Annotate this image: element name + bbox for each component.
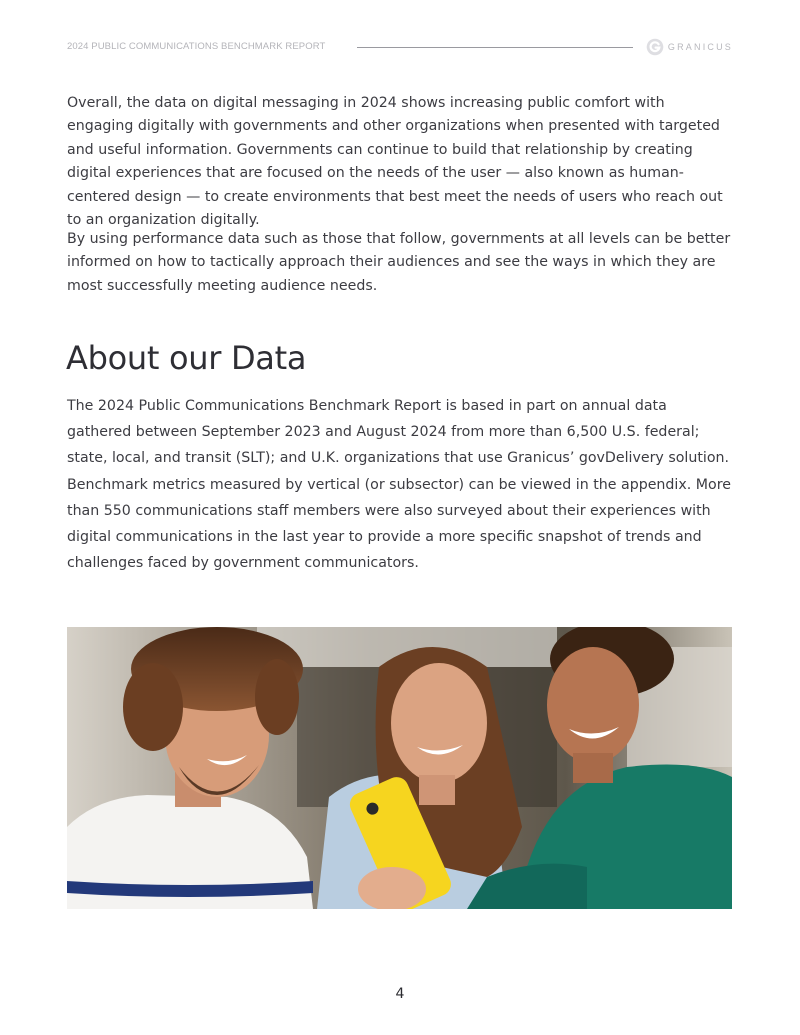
performance-paragraph: By using performance data such as those that follow, governments at all levels can be better informed on how to tactically approach their audiences and see the ways in which they are most successfully meeting audience needs. (67, 231, 731, 294)
report-title: 2024 PUBLIC COMMUNICATIONS BENCHMARK REPORT (67, 41, 326, 52)
section-heading: About our Data (66, 339, 307, 377)
page-number: 4 (395, 986, 405, 1002)
photo-illustration (67, 627, 732, 909)
about-data-paragraph: The 2024 Public Communications Benchmark Report is based in part on annual data gathered between September 2023 and August 2024 from more than 6,500 U.S. federal; state, local, and transit (SLT); and U.K. organizations that use Granicus’ govDelivery solution. Benchmark metrics measured by vertical (or subsector) can be viewed in the appendix. More than 550 communications staff members were also surveyed about their experiences with digital communications in the last year to provide a more specific snapshot of trends and challenges faced by government communicators. (67, 398, 731, 572)
granicus-g-logo-icon (646, 38, 664, 56)
header-divider (357, 47, 633, 48)
people-with-phone-photo (67, 627, 732, 909)
page-header (67, 38, 733, 56)
brand-name: GRANICUS (667, 42, 733, 52)
intro-paragraph: Overall, the data on digital messaging in 2024 shows increasing public comfort with engaging digitally with governments and other organizations when presented with targeted and useful information. Governments can continue to build that relationship by creating digital experiences that are focused on the needs of the user — also known as human-centered design — to create environments that best meet the needs of users who reach out to an organization digitally. (67, 95, 723, 229)
brand-logo (646, 38, 733, 56)
